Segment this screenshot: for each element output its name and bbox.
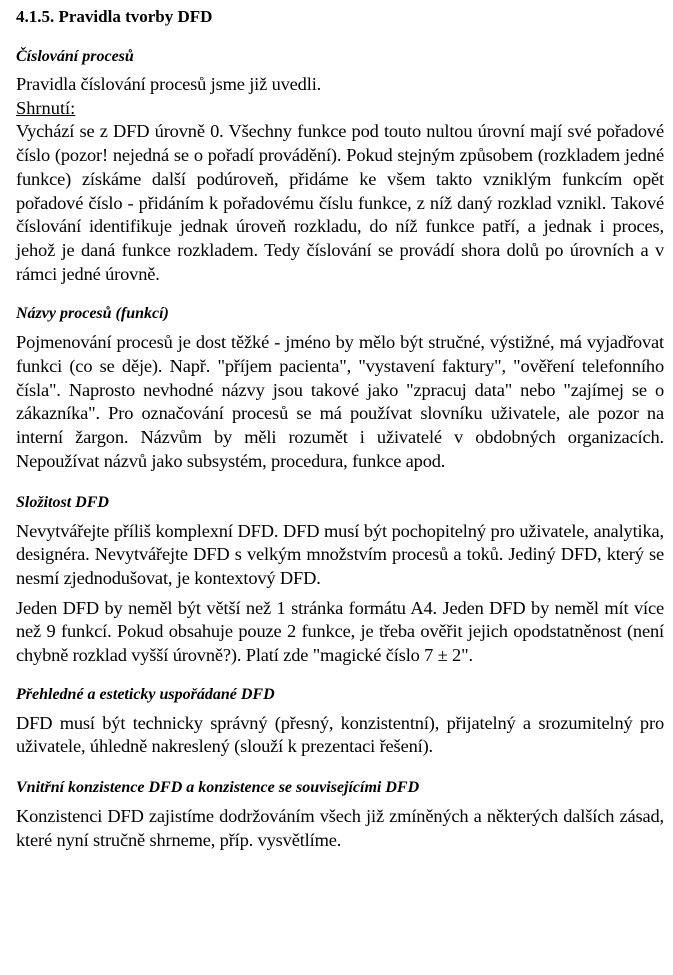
- subsection-title: Vnitřní konzistence DFD a konzistence se souvisejícími DFD: [16, 779, 420, 797]
- paragraph: Jeden DFD by neměl být větší než 1 stránka formátu A4. Jeden DFD by neměl mít více než 9 funkcí. Pokud obsahuje pouze 2 funkce, je třeba ověřit jejich opodstatněnost (není chybně rozklad vyšší úrovně?). Platí zde "magické číslo 7 ± 2".: [16, 597, 664, 666]
- document-page: [16, 6, 664, 867]
- summary-label: Shrnutí:: [16, 97, 76, 118]
- paragraph: Pravidla číslování procesů jsme již uvedli.: [16, 74, 322, 94]
- subsection-title: Složitost DFD: [16, 493, 109, 511]
- subsection-title: Názvy procesů (funkcí): [16, 305, 169, 323]
- section-dfd-aesthetics: [16, 684, 664, 759]
- section-dfd-consistency: [16, 777, 664, 852]
- section-heading: 4.1.5. Pravidla tvorby DFD: [16, 7, 213, 26]
- subsection-title: Přehledné a esteticky uspořádané DFD: [16, 685, 275, 703]
- section-dfd-complexity: [16, 492, 664, 668]
- paragraph: DFD musí být technicky správný (přesný, konzistentní), přijatelný a srozumitelný pro uživatele, úhledně nakreslený (slouží k prezentaci řešení).: [16, 712, 664, 757]
- subsection-title: Číslování procesů: [16, 48, 134, 65]
- section-process-numbering: [16, 46, 664, 286]
- paragraph: Konzistenci DFD zajistíme dodržováním všech již zmíněných a některých dalších zásad, které nyní stručně shrneme, příp. vysvětlíme.: [16, 806, 664, 850]
- section-process-names: [16, 303, 664, 473]
- paragraph: Nevytvářejte příliš komplexní DFD. DFD musí být pochopitelný pro uživatele, analytika, designéra. Nevytvářejte DFD s velkým množstvím procesů a toků. Jediný DFD, který se nesmí zjednodušovat, je kontextový DFD.: [16, 520, 664, 588]
- paragraph: Pojmenování procesů je dost těžké - jméno by mělo být stručné, výstižné, má vyjadřovat funkci (co se děje). Např. "příjem pacienta", "vystavení faktury", "ověření telefonního čísla". Naprosto nevhodné názvy jsou takové jako "zpracuj data" nebo "zajímej se o zákazníka". Pro označování procesů se má používat slovníku uživatele, ale pozor na interní žargon. Názvům by měli rozumět i uživatelé v obdobných organizacích. Nepoužívat názvů jako subsystém, procedura, funkce apod.: [16, 332, 664, 471]
- summary-paragraph: Vychází se z DFD úrovně 0. Všechny funkce pod touto nultou úrovní mají své pořadové číslo (pozor! nejedná se o pořadí provádění). Pokud stejným způsobem (rozkladem jedné funkce) získáme další podúroveň, přidáme ke všem takto vzniklým funkcím opět pořadové číslo - přidáním k pořadovému číslu funkce, z níž daný rozklad vznikl. Takové číslování identifikuje jednak úroveň rozkladu, do níž funkce patří, a jednak i proces, jehož je daná funkce rozkladem. Tedy číslování se provádí shora dolů po úrovních a v rámci jedné úrovně.: [16, 121, 664, 284]
